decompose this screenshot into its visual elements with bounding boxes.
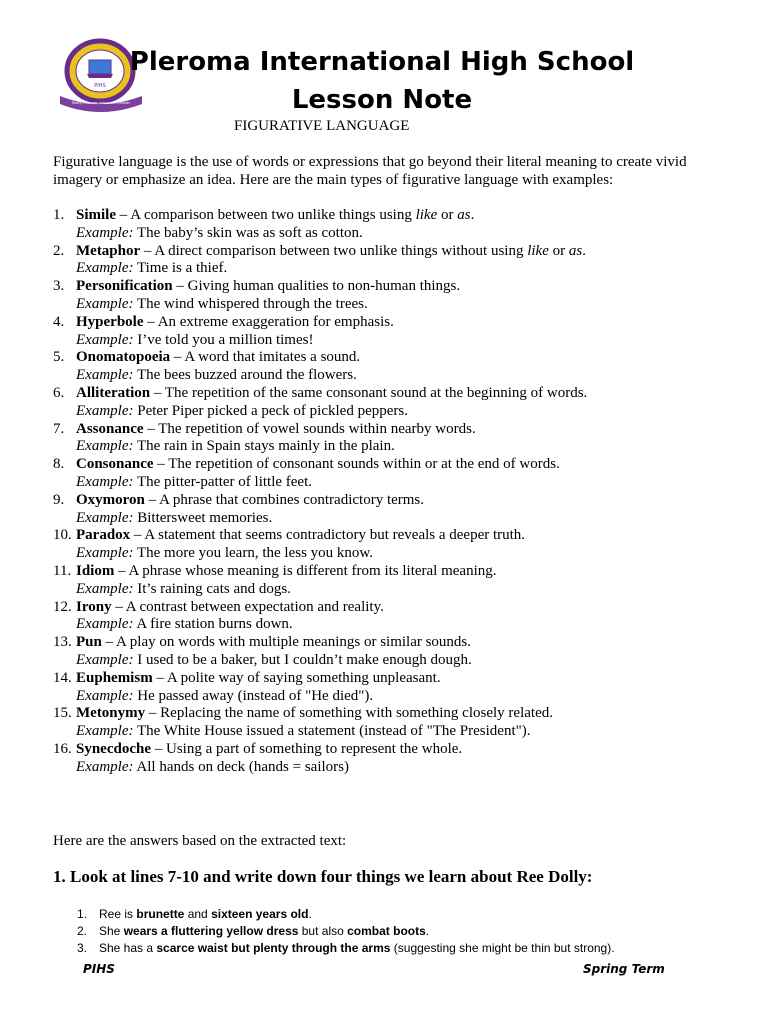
type-number: 15.	[53, 705, 72, 722]
definition-italic: like	[415, 207, 438, 223]
example-label: Example:	[76, 509, 134, 526]
type-item: 3. Personification – Giving human qualities to non-human things. Example: The wind whispered through the trees.	[53, 278, 461, 312]
answer-highlight: scarce waist but plenty through the arms	[156, 941, 391, 955]
type-number: 1.	[53, 207, 65, 223]
type-number: 4.	[53, 313, 65, 330]
type-definition: The repetition of vowel sounds within nearby words.	[158, 420, 476, 437]
type-definition: The repetition of consonant sounds within or at the end of words.	[168, 456, 560, 473]
type-term: Pun	[76, 634, 102, 651]
school-name: Pleroma International High School	[129, 47, 635, 77]
type-example: Bittersweet memories.	[137, 509, 273, 526]
answer-text: .	[425, 924, 430, 938]
type-definition: A statement that seems contradictory but reveals a deeper truth.	[144, 527, 526, 544]
type-example: Peter Piper picked a peck of pickled peppers.	[137, 402, 408, 419]
svg-text:Today's learner, tomorrow's le: Today's learner, tomorrow's leader	[71, 101, 131, 105]
type-item: 1. Simile – A comparison between two unlike things using like or as. Example: The baby’s skin was as soft as cotton.	[53, 207, 475, 241]
type-number: 7.	[53, 420, 65, 437]
type-example: The bees buzzed around the flowers.	[136, 367, 357, 384]
example-label: Example:	[76, 438, 134, 455]
example-label: Example:	[76, 651, 134, 668]
definition-italic: like	[527, 242, 549, 259]
type-example: The rain in Spain stays mainly in the plain.	[136, 438, 395, 455]
type-term: Personification	[76, 278, 173, 295]
type-example: The pitter-patter of little feet.	[136, 473, 313, 490]
type-example: The White House issued a statement (instead of "The President").	[136, 723, 531, 740]
answer-highlight: combat boots	[347, 924, 426, 938]
type-example: The more you learn, the less you know.	[136, 545, 374, 562]
example-label: Example:	[76, 758, 134, 775]
type-term: Synecdoche	[76, 740, 151, 757]
type-definition: A direct comparison between two unlike things without using	[154, 242, 528, 259]
example-label: Example:	[76, 367, 134, 384]
type-definition: A phrase that combines contradictory terms.	[159, 491, 425, 508]
type-definition: An extreme exaggeration for emphasis.	[157, 313, 394, 330]
example-label: Example:	[76, 616, 134, 633]
answer-item	[77, 940, 697, 957]
type-example: The baby’s skin was as soft as cotton.	[136, 224, 363, 241]
type-definition: A word that imitates a sound.	[184, 349, 361, 366]
answer-number: 1.	[77, 907, 88, 921]
type-item: 7. Assonance – The repetition of vowel sounds within nearby words. Example: The rain in Spain stays mainly in the plain.	[53, 420, 476, 455]
answer-text: She	[99, 924, 124, 938]
definition-italic: as	[568, 242, 583, 259]
answer-number: 2.	[77, 924, 88, 938]
answers-lead: Here are the answers based on the extracted text:	[53, 833, 347, 849]
definition-connector: or	[548, 242, 569, 259]
type-item: 2. Metaphor – A direct comparison between two unlike things without using like or as. Example: Time is a thief.	[53, 242, 586, 277]
answer-highlight: sixteen years old	[211, 907, 309, 921]
example-label: Example:	[76, 331, 134, 348]
definition-end: .	[470, 207, 475, 223]
note-title: Lesson Note	[291, 85, 473, 115]
example-label: Example:	[76, 687, 134, 704]
type-term: Consonance	[76, 456, 154, 473]
example-label: Example:	[76, 545, 134, 562]
example-label: Example:	[76, 402, 134, 419]
type-term: Irony	[76, 598, 112, 615]
type-number: 12.	[53, 598, 72, 615]
type-example: I used to be a baker, but I couldn’t make enough dough.	[137, 651, 472, 668]
topic-heading: FIGURATIVE LANGUAGE	[234, 118, 410, 134]
type-item: 12. Irony – A contrast between expectation and reality. Example: A fire station burns down.	[53, 598, 384, 633]
type-definition: A phrase whose meaning is different from its literal meaning.	[128, 562, 497, 579]
type-example: He passed away (instead of "He died").	[137, 687, 374, 704]
figurative-types-list	[53, 207, 713, 777]
answer-text: but also	[298, 924, 348, 938]
type-number: 11.	[53, 562, 72, 579]
type-term: Metonymy	[76, 705, 146, 722]
type-item: 5. Onomatopoeia – A word that imitates a sound. Example: The bees buzzed around the flowers.	[53, 349, 361, 384]
answer-text: .	[308, 907, 312, 921]
type-number: 14.	[53, 669, 72, 686]
type-item: 16. Synecdoche – Using a part of something to represent the whole. Example: All hands on deck (hands = sailors)	[53, 740, 463, 775]
type-definition: A contrast between expectation and reality.	[125, 598, 384, 615]
type-number: 10.	[53, 527, 72, 544]
definition-connector: or	[437, 207, 458, 223]
type-number: 2.	[53, 242, 65, 259]
type-term: Assonance	[76, 420, 144, 437]
type-term: Euphemism	[76, 669, 153, 686]
answer-text: and	[184, 907, 212, 921]
type-item: 9. Oxymoron – A phrase that combines contradictory terms. Example: Bittersweet memories.	[53, 491, 425, 526]
definition-end: .	[582, 242, 586, 259]
footer-school-initials: PIHS	[83, 962, 115, 976]
answer-highlight: brunette	[136, 907, 185, 921]
example-label: Example:	[76, 224, 134, 241]
type-example: Time is a thief.	[136, 260, 228, 277]
type-number: 6.	[53, 384, 65, 401]
type-example: A fire station burns down.	[136, 616, 293, 633]
type-item: 4. Hyperbole – An extreme exaggeration for emphasis. Example: I’ve told you a million times!	[53, 313, 394, 348]
type-number: 5.	[53, 349, 65, 366]
answer-text: Ree is	[99, 907, 137, 921]
type-definition: Using a part of something to represent the whole.	[166, 740, 463, 757]
type-definition: A polite way of saying something unpleasant.	[166, 669, 441, 686]
question-heading: 1. Look at lines 7-10 and write down four things we learn about Ree Dolly:	[53, 867, 593, 886]
type-definition: Giving human qualities to non-human things.	[187, 278, 461, 295]
definition-italic: as	[457, 207, 471, 223]
svg-text:PIHS: PIHS	[94, 83, 106, 89]
type-item: 6. Alliteration – The repetition of the same consonant sound at the beginning of words. Example: Peter Piper picked a peck of pickled peppers.	[53, 384, 588, 419]
answers-list	[77, 906, 697, 957]
answer-text: (suggesting she might be thin but strong).	[390, 941, 615, 955]
type-term: Paradox	[76, 527, 131, 544]
type-example: I’ve told you a million times!	[137, 331, 314, 348]
type-definition: A comparison between two unlike things using	[130, 207, 416, 223]
footer-term: Spring Term	[583, 962, 665, 976]
type-definition: The repetition of the same consonant sound at the beginning of words.	[164, 384, 588, 401]
example-label: Example:	[76, 295, 134, 312]
type-number: 16.	[53, 740, 72, 757]
type-item: 8. Consonance – The repetition of consonant sounds within or at the end of words. Example: The pitter-patter of little feet.	[53, 456, 560, 490]
type-term: Hyperbole	[76, 313, 144, 330]
answer-item	[77, 923, 697, 940]
type-item: 13. Pun – A play on words with multiple meanings or similar sounds. Example: I used to be a baker, but I couldn’t make enough dough.	[53, 634, 472, 668]
example-label: Example:	[76, 473, 134, 490]
example-label: Example:	[76, 260, 134, 277]
type-item: 14. Euphemism – A polite way of saying something unpleasant. Example: He passed away (instead of "He died").	[53, 669, 441, 704]
type-number: 13.	[53, 634, 72, 651]
answer-text: She has a	[99, 941, 157, 955]
type-definition: A play on words with multiple meanings or similar sounds.	[116, 634, 472, 651]
type-term: Onomatopoeia	[76, 349, 171, 366]
intro-paragraph: Figurative language is the use of words or expressions that go beyond their literal meaning to create vivid imagery or emphasize an idea. Here are the main types of figurative language with examples:	[53, 154, 687, 188]
example-label: Example:	[76, 723, 134, 740]
type-term: Oxymoron	[76, 491, 145, 508]
type-number: 3.	[53, 278, 65, 295]
type-item: 10. Paradox – A statement that seems contradictory but reveals a deeper truth. Example: The more you learn, the less you know.	[53, 527, 526, 562]
type-example: It’s raining cats and dogs.	[137, 580, 291, 597]
type-term: Alliteration	[76, 384, 151, 401]
type-term: Idiom	[76, 562, 115, 579]
type-item: 11. Idiom – A phrase whose meaning is different from its literal meaning. Example: It’s raining cats and dogs.	[53, 562, 497, 597]
type-item: 15. Metonymy – Replacing the name of something with something closely related. Example: The White House issued a statement (instead of "The President").	[53, 705, 553, 740]
example-label: Example:	[76, 580, 134, 597]
answer-number: 3.	[77, 941, 88, 955]
type-term: Simile	[76, 207, 116, 223]
answer-highlight: wears a fluttering yellow dress	[123, 924, 299, 938]
type-definition: Replacing the name of something with something closely related.	[160, 705, 553, 722]
type-term: Metaphor	[76, 242, 141, 259]
type-number: 9.	[53, 491, 65, 508]
type-example: All hands on deck (hands = sailors)	[136, 758, 350, 775]
type-example: The wind whispered through the trees.	[136, 295, 368, 312]
type-number: 8.	[53, 456, 65, 473]
answer-item	[77, 906, 697, 923]
